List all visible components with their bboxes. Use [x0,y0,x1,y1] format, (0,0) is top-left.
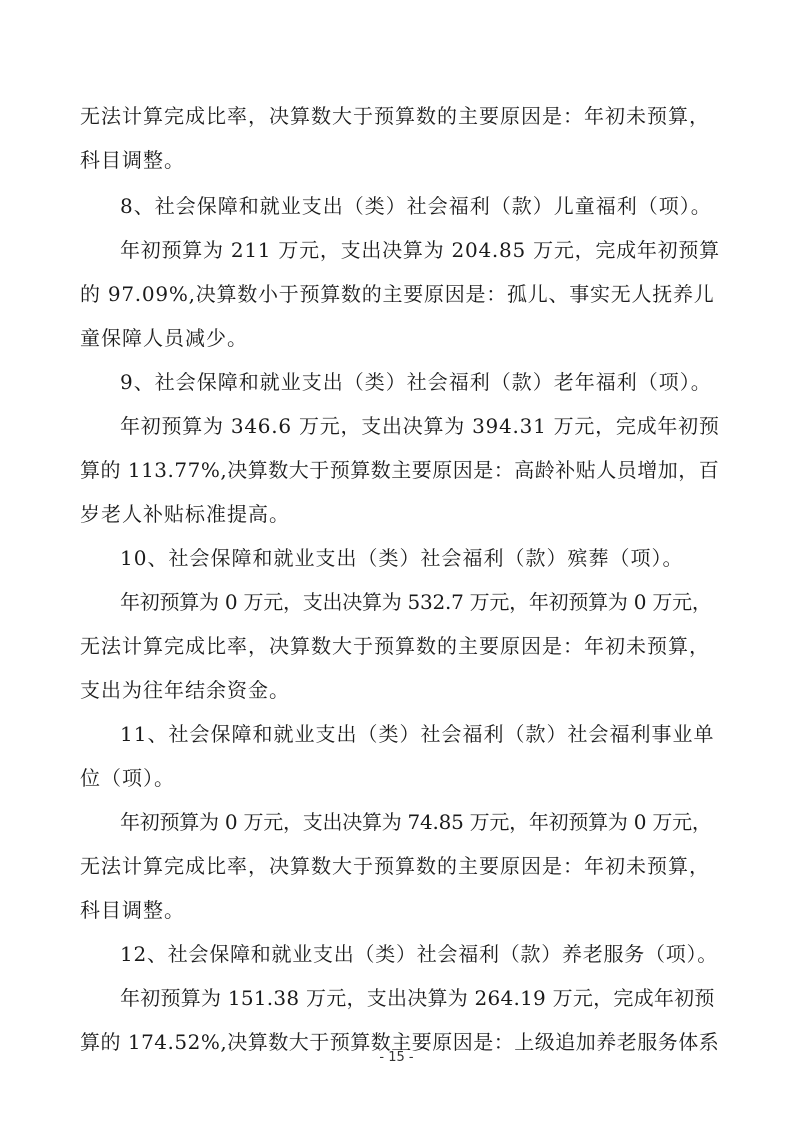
page-number: - 15 - [379,1050,414,1065]
paragraph-line: 支出为往年结余资金。 [80,678,290,702]
paragraph-line: 科目调整。 [80,898,185,922]
paragraph-line: 科目调整。 [80,148,185,172]
paragraph-line: 无法计算完成比率，决算数大于预算数的主要原因是：年初未预算， [80,854,710,878]
paragraph-line: 无法计算完成比率，决算数大于预算数的主要原因是：年初未预算， [80,634,710,658]
section-heading-10: 10、社会保障和就业支出（类）社会福利（款）殡葬（项）。 [120,546,684,570]
paragraph-line: 童保障人员减少。 [80,326,248,350]
paragraph-line: 无法计算完成比率，决算数大于预算数的主要原因是：年初未预算， [80,104,710,128]
paragraph-line: 算的 113.77%,决算数大于预算数主要原因是：高龄补贴人员增加，百 [80,458,720,482]
paragraph-line: 算的 174.52%,决算数大于预算数主要原因是：上级追加养老服务体系 [80,1030,720,1054]
section-heading-12: 12、社会保障和就业支出（类）社会福利（款）养老服务（项）。 [120,942,718,966]
paragraph-line: 年初预算为 346.6 万元，支出决算为 394.31 万元，完成年初预 [120,414,720,438]
paragraph-line: 岁老人补贴标准提高。 [80,502,290,526]
section-heading-8: 8、社会保障和就业支出（类）社会福利（款）儿童福利（项）。 [120,194,712,218]
section-heading-11: 11、社会保障和就业支出（类）社会福利（款）社会福利事业单 [120,722,715,746]
paragraph-line: 年初预算为 151.38 万元，支出决算为 264.19 万元，完成年初预 [120,986,715,1010]
paragraph-line: 年初预算为 0 万元，支出决算为 532.7 万元，年初预算为 0 万元， [120,590,712,614]
paragraph-line: 的 97.09%,决算数小于预算数的主要原因是：孤儿、事实无人抚养儿 [80,282,715,306]
paragraph-line: 年初预算为 0 万元，支出决算为 74.85 万元，年初预算为 0 万元， [120,810,712,834]
section-heading-9: 9、社会保障和就业支出（类）社会福利（款）老年福利（项）。 [120,370,712,394]
paragraph-line: 位（项）。 [80,766,175,790]
paragraph-line: 年初预算为 211 万元，支出决算为 204.85 万元，完成年初预算 [120,238,720,262]
